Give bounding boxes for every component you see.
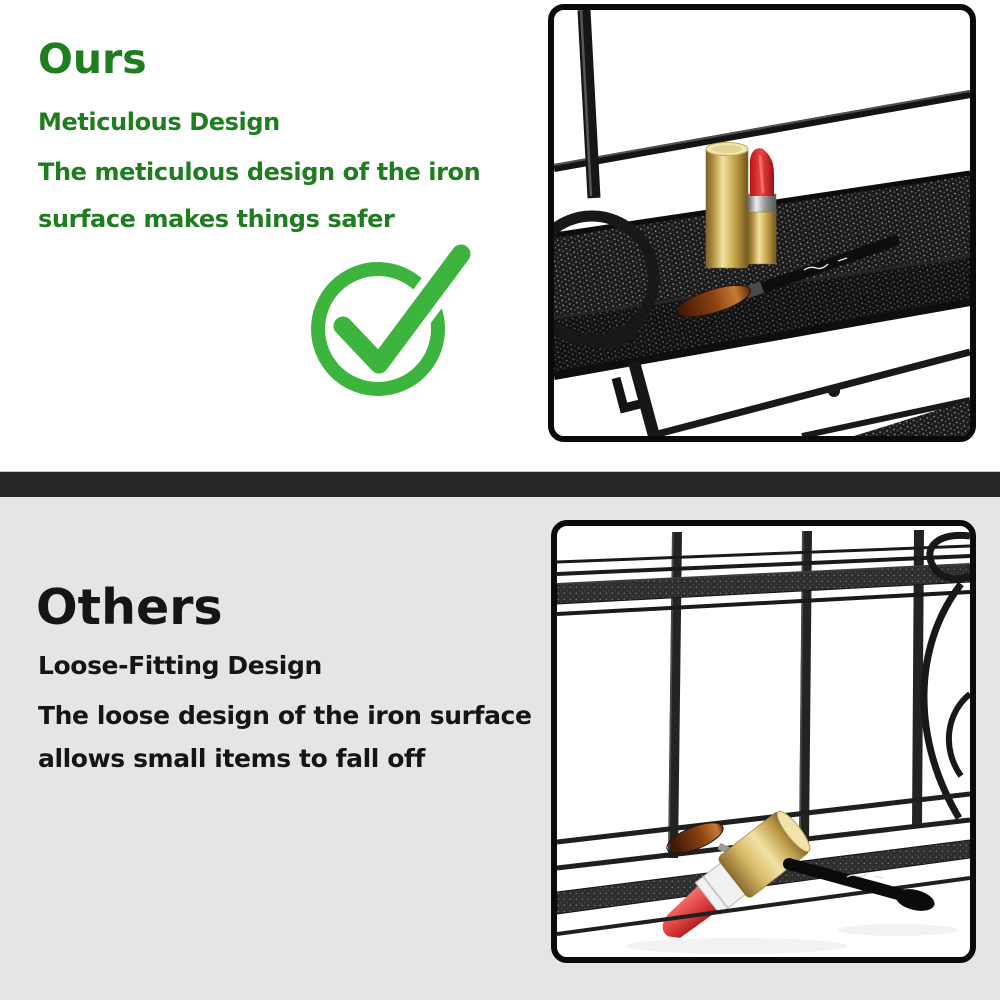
- item-shadow: [627, 938, 847, 954]
- left-pole: [581, 10, 594, 198]
- ours-product-photo: [548, 4, 976, 442]
- section-divider: [0, 471, 1000, 498]
- ours-feature-title: Meticulous Design: [38, 107, 280, 136]
- red-lipstick: [748, 148, 776, 264]
- others-title: Others: [36, 578, 223, 636]
- others-feature-title: Loose-Fitting Design: [38, 650, 322, 680]
- upper-shelf: [557, 546, 970, 614]
- ours-feature-line2: surface makes things safer: [38, 205, 395, 233]
- others-feature-line2: allows small items to fall off: [38, 744, 425, 773]
- item-shadow: [837, 924, 957, 936]
- ours-title: Ours: [38, 35, 147, 84]
- under-shelf-rails: [616, 352, 970, 436]
- others-product-photo: [551, 520, 976, 963]
- others-feature-line1: The loose design of the iron surface: [38, 701, 532, 730]
- check-circle-icon: [303, 232, 473, 402]
- gold-lipstick-cap: [706, 143, 748, 269]
- ours-feature-line1: The meticulous design of the iron: [38, 158, 481, 186]
